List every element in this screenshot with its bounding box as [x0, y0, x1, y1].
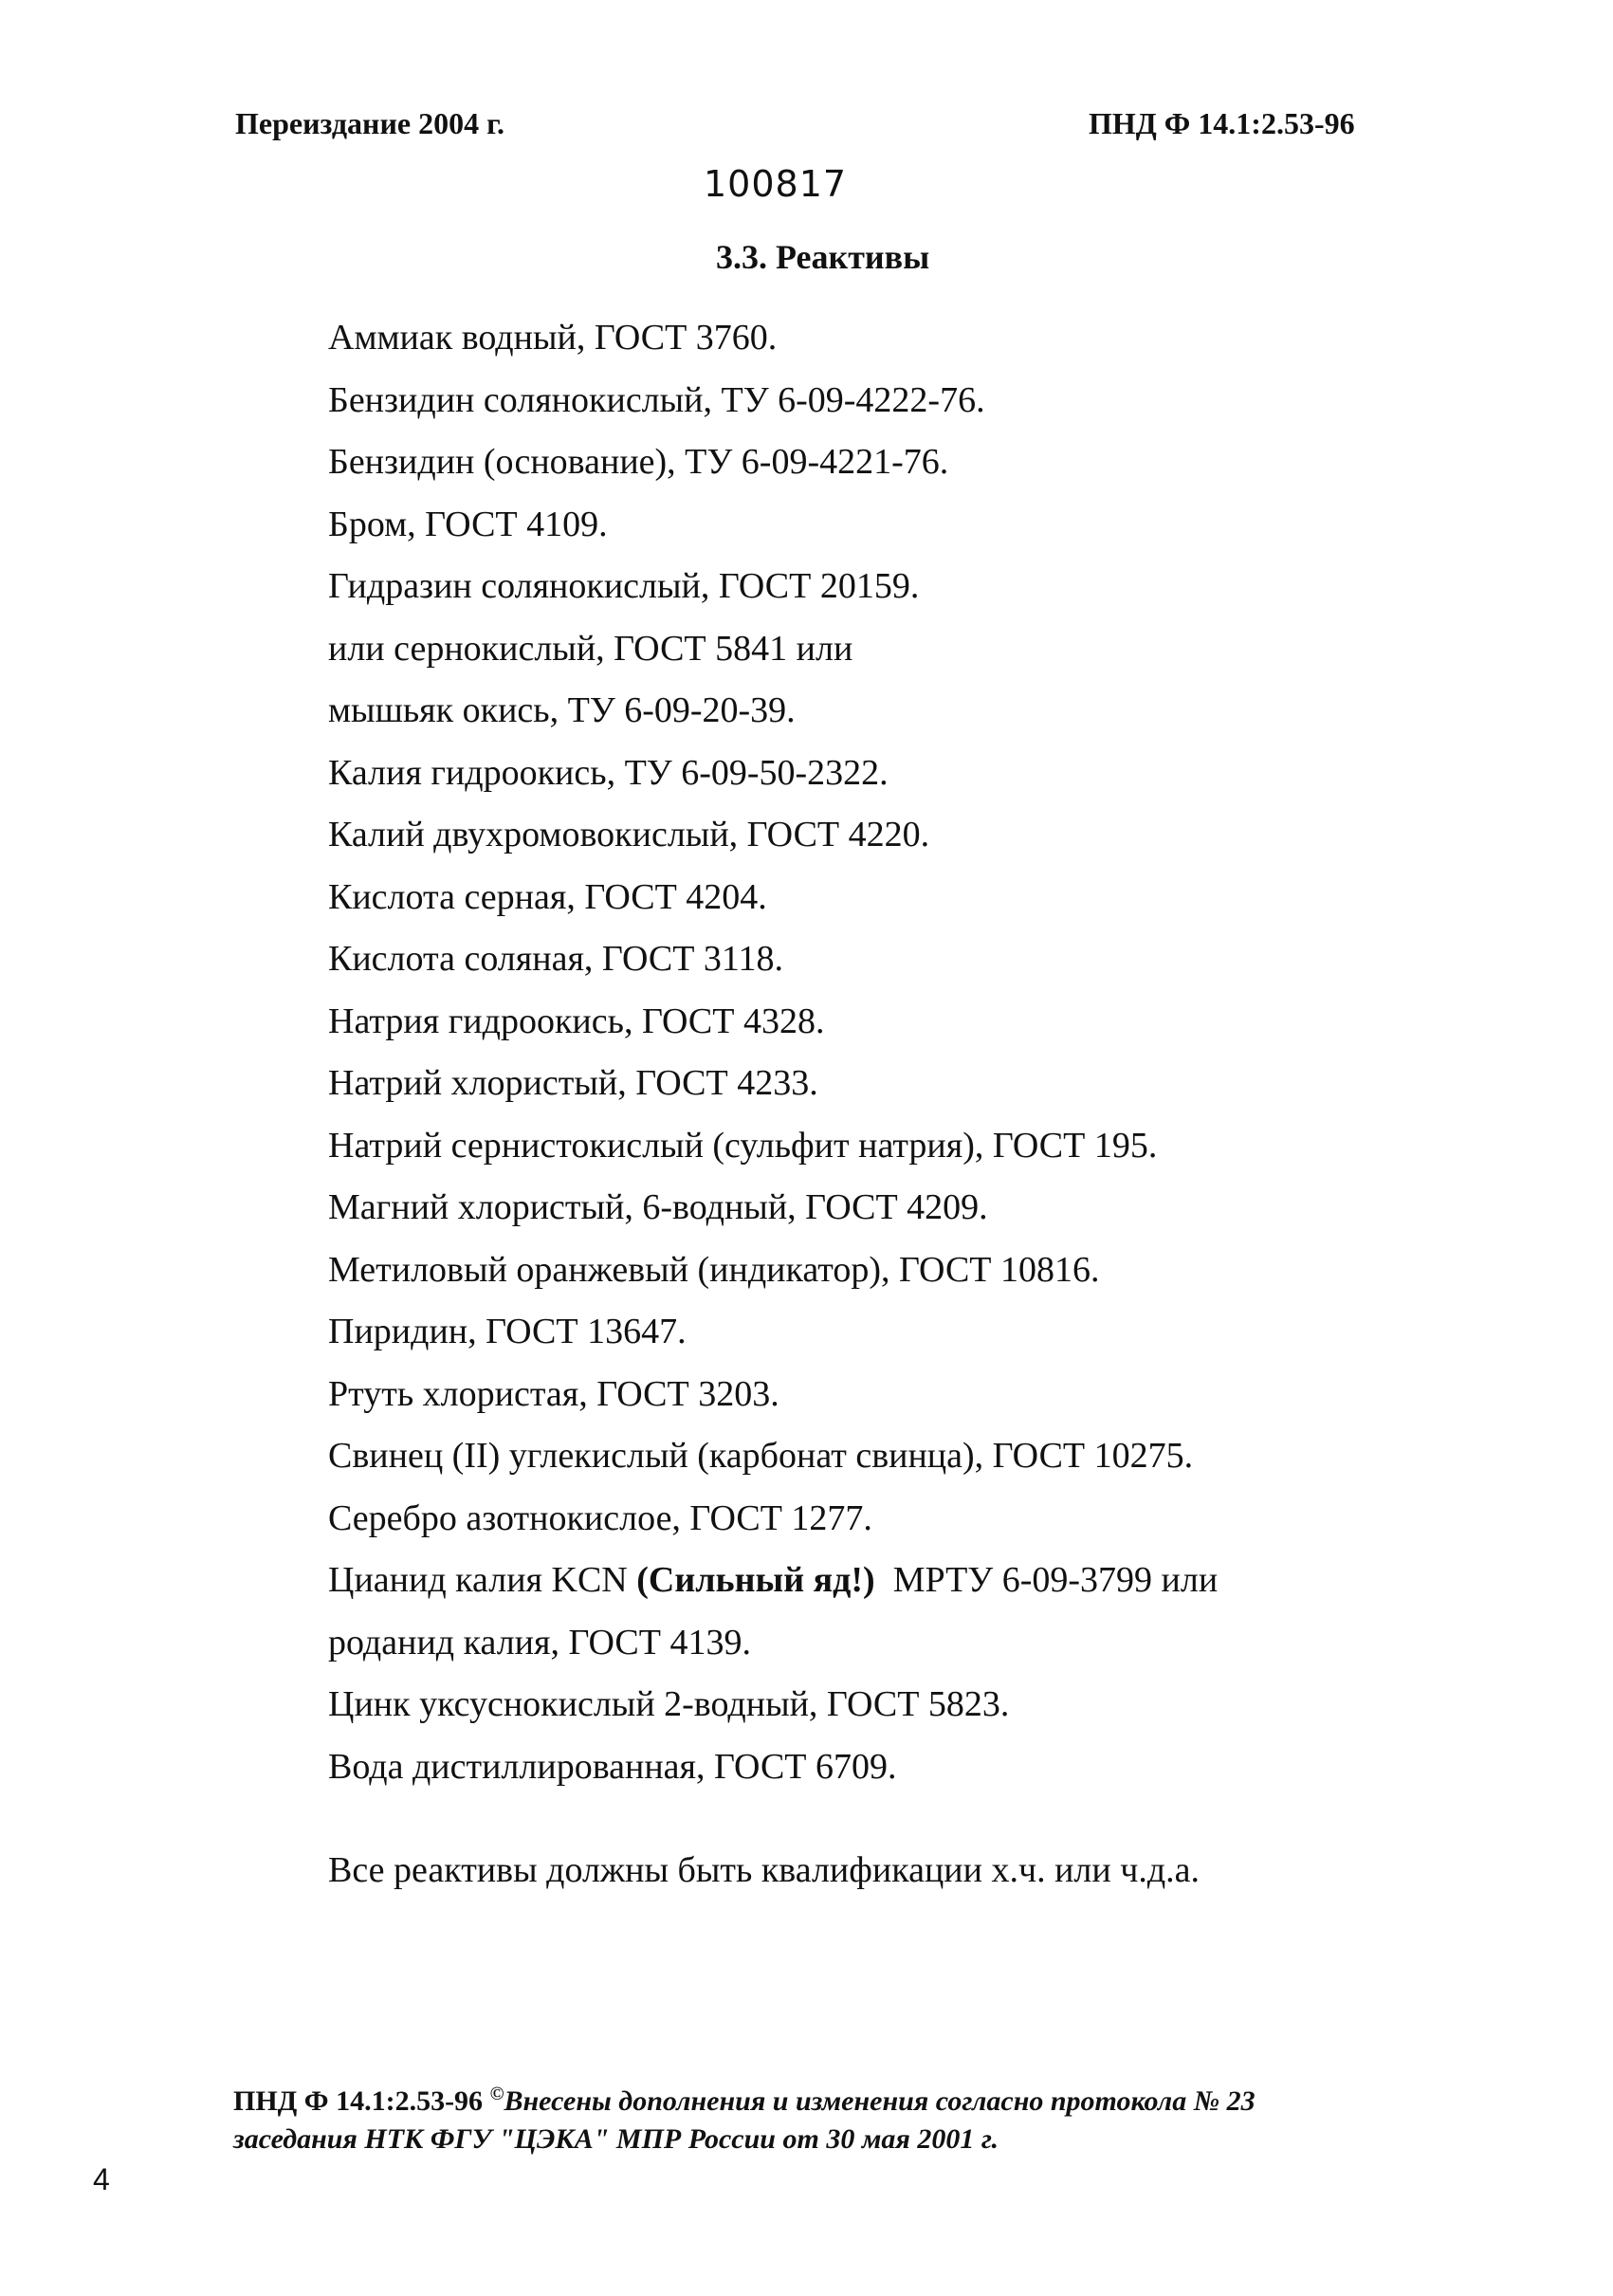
reagent-item: Кислота серная, ГОСТ 4204. [328, 876, 767, 917]
reagent-item: Калия гидроокись, ТУ 6-09-50-2322. [328, 752, 889, 793]
reagent-item: Пиридин, ГОСТ 13647. [328, 1312, 687, 1351]
revision-footnote [233, 2075, 1428, 2158]
qualification-note: Все реактивы должны быть квалификации х.ч. или ч.д.а. [328, 1850, 1201, 1890]
reagent-item: Бензидин (основание), ТУ 6-09-4221-76. [328, 442, 949, 482]
reagent-item: мышьяк окись, ТУ 6-09-20-39. [328, 690, 796, 730]
footnote-text-2: заседания НТК ФГУ "ЦЭКА" МПР России от 30 мая 2001 г. [233, 2123, 999, 2155]
reagent-item: Бром, ГОСТ 4109. [328, 504, 608, 544]
cyanide-prefix: Цианид калия KCN [328, 1560, 637, 1600]
poison-warning: (Сильный яд!) [636, 1560, 875, 1600]
reagent-item: Калий двухромовокислый, ГОСТ 4220. [328, 815, 930, 854]
copyright-mark: © [489, 2084, 504, 2104]
reagent-item: Аммиак водный, ГОСТ 3760. [328, 318, 778, 358]
reagent-item: Бензидин солянокислый, ТУ 6-09-4222-76. [328, 379, 985, 420]
reagent-item: Натрия гидроокись, ГОСТ 4328. [328, 1001, 825, 1041]
reagent-item: Серебро азотнокислое, ГОСТ 1277. [328, 1497, 872, 1538]
section-title: 3.3. Реактивы [716, 238, 930, 276]
reagent-list [328, 313, 1218, 1804]
page-number: 4 [93, 2162, 110, 2196]
reagent-item: Натрий хлористый, ГОСТ 4233. [328, 1063, 818, 1103]
reagent-item: Натрий сернистокислый (сульфит натрия), ГОСТ 195. [328, 1125, 1158, 1166]
reagent-item: Свинец (II) углекислый (карбонат свинца), ГОСТ 10275. [328, 1436, 1194, 1476]
document-code: ПНД Ф 14.1:2.53-96 [1089, 106, 1355, 140]
reagent-item: роданид калия, ГОСТ 4139. [328, 1622, 751, 1662]
footnote-code: ПНД Ф 14.1:2.53-96 [233, 2085, 484, 2117]
reagent-item: Кислота соляная, ГОСТ 3118. [328, 939, 784, 979]
reagent-item-cyanide [328, 1555, 1218, 1618]
reagent-item: или сернокислый, ГОСТ 5841 или [328, 628, 853, 669]
reagent-item: Цинк уксуснокислый 2-водный, ГОСТ 5823. [328, 1684, 1010, 1724]
cyanide-suffix: МРТУ 6-09-3799 или [874, 1560, 1219, 1600]
footnote-text-1: Внесены дополнения и изменения согласно протокола № 23 [504, 2085, 1256, 2117]
reagent-item: Вода дистиллированная, ГОСТ 6709. [328, 1746, 897, 1787]
reagent-item: Магний хлористый, 6-водный, ГОСТ 4209. [328, 1187, 988, 1227]
reissue-note: Переиздание 2004 г. [235, 106, 504, 140]
doc-number-stamp: 100817 [704, 163, 848, 205]
reagent-item: Гидразин солянокислый, ГОСТ 20159. [328, 566, 920, 606]
footnote-line-1 [233, 2075, 1428, 2121]
reagent-item: Ртуть хлористая, ГОСТ 3203. [328, 1373, 779, 1414]
reagent-item: Метиловый оранжевый (индикатор), ГОСТ 10816. [328, 1249, 1100, 1290]
